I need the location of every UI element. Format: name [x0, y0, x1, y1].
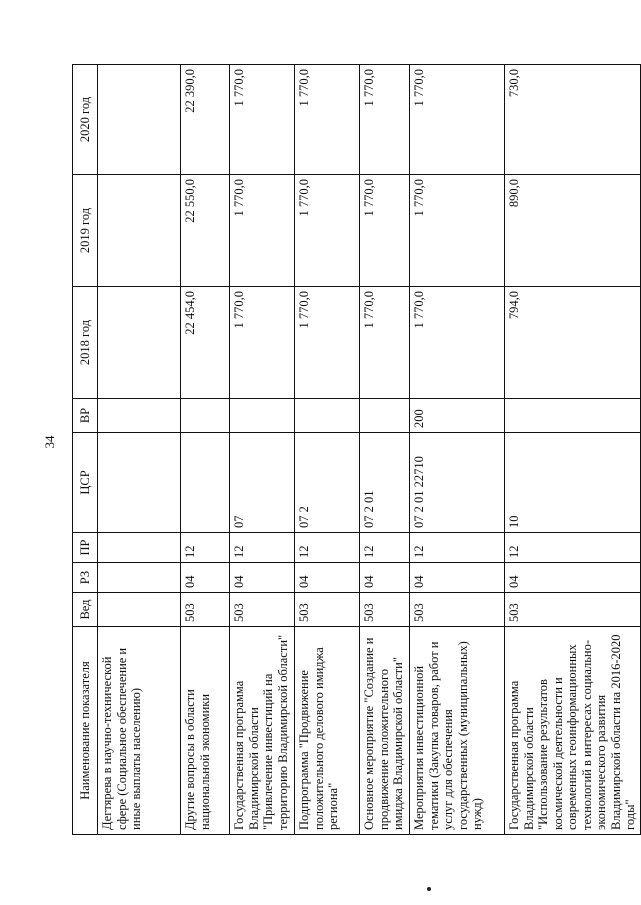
table-cell [505, 399, 641, 433]
header-cell: Вед [73, 593, 98, 627]
table-cell [98, 433, 181, 533]
table-cell: 04 [230, 563, 295, 593]
table-cell: 1 770,0 [230, 287, 295, 399]
stray-mark [427, 887, 431, 891]
table-row [505, 65, 641, 835]
table-cell: 1 770,0 [360, 175, 410, 287]
table-cell: Государственная программа Владимирской области "Использование результатов космической деятельности и современных геоинформационных технологий в интересах социально-экономического развития Владимирской области на 2016-2020 годы" [505, 627, 641, 835]
table-cell: 04 [295, 563, 360, 593]
table-cell: 22 390,0 [181, 65, 230, 175]
table-cell: 1 770,0 [295, 287, 360, 399]
page-number: 34 [42, 435, 57, 449]
table-cell [360, 399, 410, 433]
table-cell: 1 770,0 [410, 287, 505, 399]
table-cell: 794,0 [505, 287, 641, 399]
table-cell: Государственная программа Владимирской области "Привлечение инвестиций на территорию Владимирской области" [230, 627, 295, 835]
table-cell: 1 770,0 [295, 175, 360, 287]
table-cell: 1 770,0 [360, 287, 410, 399]
table-cell: 04 [505, 563, 641, 593]
header-cell: 2018 год [73, 287, 98, 399]
table-cell: 04 [360, 563, 410, 593]
table-cell: 12 [181, 533, 230, 563]
table-cell: 503 [410, 593, 505, 627]
table-cell: 730,0 [505, 65, 641, 175]
table-cell: 890,0 [505, 175, 641, 287]
table-cell [181, 399, 230, 433]
table-cell [98, 563, 181, 593]
table-cell [98, 399, 181, 433]
table-cell: 1 770,0 [410, 65, 505, 175]
table-cell: 07 2 01 22710 [410, 433, 505, 533]
table-cell: 503 [360, 593, 410, 627]
table-cell: Основное мероприятие "Создание и продвижение положительного имиджа Владимирской области" [360, 627, 410, 835]
table-cell: 07 2 01 [360, 433, 410, 533]
table-cell: 04 [181, 563, 230, 593]
table-cell: 1 770,0 [295, 65, 360, 175]
table-cell: 22 454,0 [181, 287, 230, 399]
table-cell: 07 [230, 433, 295, 533]
table-cell [98, 533, 181, 563]
table-cell: 1 770,0 [360, 65, 410, 175]
table-cell: Другие вопросы в области национальной экономики [181, 627, 230, 835]
table-cell: 12 [410, 533, 505, 563]
table-row [295, 65, 360, 835]
table-cell [181, 433, 230, 533]
table-cell: 1 770,0 [230, 65, 295, 175]
header-cell: ВР [73, 399, 98, 433]
table-cell: 1 770,0 [410, 175, 505, 287]
table-cell: 12 [230, 533, 295, 563]
header-cell: Наименование показателя [73, 627, 98, 835]
header-cell: ЦСР [73, 433, 98, 533]
table-cell: 12 [360, 533, 410, 563]
table-cell: 10 [505, 433, 641, 533]
table-cell [98, 287, 181, 399]
table-cell: Дегтярева в научно-технической сфере (Социальное обеспечение и иные выплаты населению) [98, 627, 181, 835]
table-cell [295, 399, 360, 433]
header-cell: 2019 год [73, 175, 98, 287]
budget-table [72, 64, 641, 835]
table-cell: 503 [505, 593, 641, 627]
table-cell: 1 770,0 [230, 175, 295, 287]
table-cell: 503 [181, 593, 230, 627]
table-cell: 04 [410, 563, 505, 593]
table-row [98, 65, 181, 835]
header-cell: 2020 год [73, 65, 98, 175]
table-cell: 503 [295, 593, 360, 627]
table-row [230, 65, 295, 835]
rotated-table-container [72, 65, 637, 835]
table-cell [98, 65, 181, 175]
table-cell: Подпрограмма "Продвижение положительного делового имиджа региона" [295, 627, 360, 835]
table-cell [230, 399, 295, 433]
table-cell: 503 [230, 593, 295, 627]
table-cell [98, 175, 181, 287]
header-cell: ПР [73, 533, 98, 563]
table-header-row [73, 65, 98, 835]
table-cell [98, 593, 181, 627]
table-cell: Мероприятия инвестиционной тематики (Закупка товаров, работ и услуг для обеспечения государственных (муниципальных) нужд) [410, 627, 505, 835]
table-row [410, 65, 505, 835]
table-cell: 22 550,0 [181, 175, 230, 287]
table-cell: 07 2 [295, 433, 360, 533]
header-cell: РЗ [73, 563, 98, 593]
table-cell: 200 [410, 399, 505, 433]
table-cell: 12 [505, 533, 641, 563]
table-row [181, 65, 230, 835]
table-row [360, 65, 410, 835]
table-cell: 12 [295, 533, 360, 563]
